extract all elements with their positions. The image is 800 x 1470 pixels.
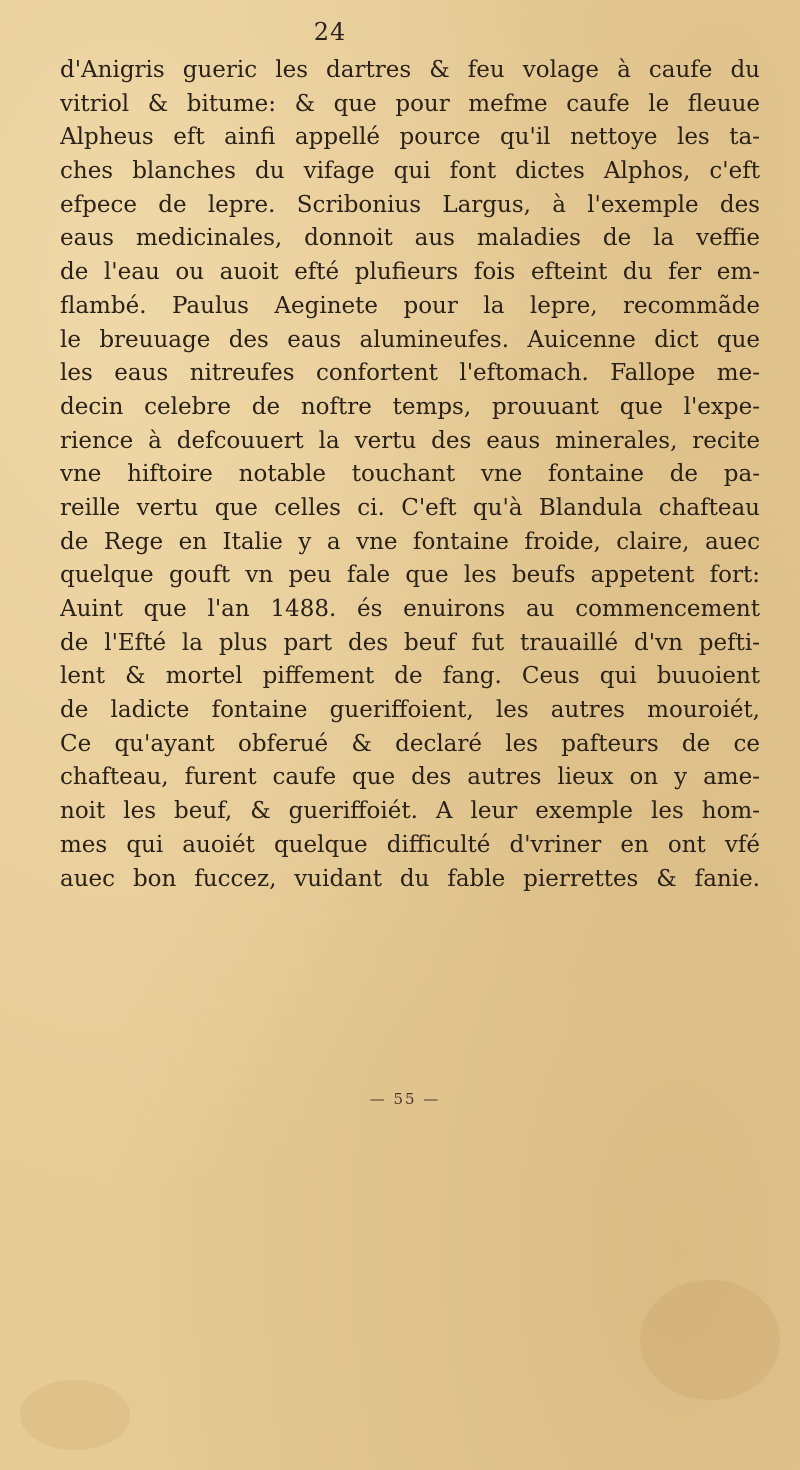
text-line: de Rege en Italie y a vne fontaine froide, claire, auec bbox=[60, 528, 760, 555]
text-line: quelque gouft vn peu fale que les beufs appetent fort: bbox=[60, 562, 760, 589]
text-line: auec bon fuccez, vuidant du fable pierrettes & fanie. bbox=[60, 865, 760, 892]
text-line: vitriol & bitume: & que pour mefme caufe le fleuue bbox=[60, 90, 760, 117]
text-line: efpece de lepre. Scribonius Largus, à l'exemple des bbox=[60, 191, 760, 218]
text-line: rience à defcouuert la vertu des eaus minerales, recite bbox=[60, 427, 760, 454]
text-line: lent & mortel piffement de fang. Ceus qui buuoient bbox=[60, 663, 760, 690]
text-line: ches blanches du vifage qui font dictes Alphos, c'eft bbox=[60, 158, 760, 185]
text-line: Alpheus eft ainfi appellé pource qu'il nettoye les ta- bbox=[60, 124, 760, 151]
text-line: vne hiftoire notable touchant vne fontaine de pa- bbox=[60, 461, 760, 488]
body-text bbox=[60, 54, 760, 896]
text-line: reille vertu que celles ci. C'eft qu'à Blandula chafteau bbox=[60, 494, 760, 521]
page-number: 24 bbox=[313, 18, 347, 46]
text-line: noit les beuf, & gueriffoiét. A leur exemple les hom- bbox=[60, 798, 760, 825]
text-line: les eaus nitreufes confortent l'eftomach. Fallope me- bbox=[60, 360, 760, 387]
text-line: de l'eau ou auoit efté plufieurs fois efteint du fer em- bbox=[60, 259, 760, 286]
paper-stain bbox=[20, 1380, 130, 1450]
text-line: d'Anigris gueric les dartres & feu volage à caufe du bbox=[60, 57, 760, 83]
paper-stain bbox=[640, 1280, 780, 1400]
text-line: de ladicte fontaine gueriffoient, les autres mouroiét, bbox=[60, 697, 760, 724]
text-line: de l'Efté la plus part des beuf fut trauaillé d'vn pefti- bbox=[60, 629, 760, 656]
text-line: chafteau, furent caufe que des autres lieux on y ame- bbox=[60, 764, 760, 791]
text-line: decin celebre de noftre temps, prouuant que l'expe- bbox=[60, 393, 760, 420]
text-line: flambé. Paulus Aeginete pour la lepre, recommãde bbox=[60, 292, 760, 319]
text-line: Ce qu'ayant obferué & declaré les pafteurs de ce bbox=[60, 730, 760, 757]
text-line: le breuuage des eaus alumineufes. Auicenne dict que bbox=[60, 326, 760, 353]
text-line: mes qui auoiét quelque difficulté d'vriner en ont vfé bbox=[60, 831, 760, 858]
text-line: eaus medicinales, donnoit aus maladies de la veffie bbox=[60, 225, 760, 252]
footer-page-mark: — 55 — bbox=[369, 1090, 441, 1108]
text-line: Auint que l'an 1488. és enuirons au commencement bbox=[60, 596, 760, 622]
